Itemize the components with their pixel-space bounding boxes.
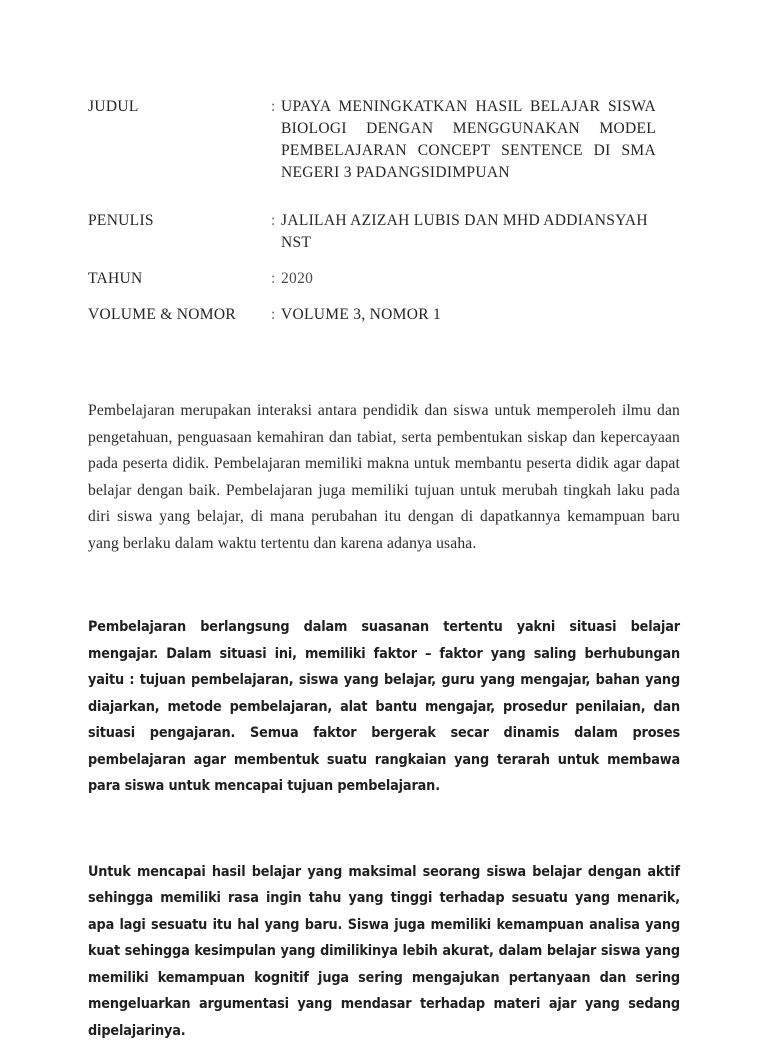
paragraph-spacer-1 <box>88 558 680 614</box>
metadata-colon-judul: : <box>271 98 276 115</box>
body-paragraph-3: Untuk mencapai hasil belajar yang maksimal seorang siswa belajar dengan aktif sehingga memiliki rasa ingin tahu yang tinggi terhadap sesuatu yang menarik, apa lagi sesuatu itu hal yang baru. Siswa juga memiliki kemampuan analisa yang kuat sehingga kesimpulan yang dimilikinya lebih akurat, dalam belajar siswa yang memiliki kemampuan kognitif juga sering mengajukan pertanyaan dan sering mengeluarkan argumentasi yang mendasar terhadap materi ajar yang sedang dipelajarinya. <box>88 863 680 1039</box>
metadata-row-judul <box>88 96 656 184</box>
metadata-label-penulis: PENULIS <box>88 212 154 229</box>
metadata-colon-tahun: : <box>271 270 276 287</box>
body-paragraph-1: Pembelajaran merupakan interaksi antara pendidik dan siswa untuk memperoleh ilmu dan pengetahuan, penguasaan kemahiran dan tabiat, serta pembentukan siskap dan kepercayaan pada peserta didik. Pembelajaran memiliki makna untuk membantu peserta didik agar dapat belajar dengan baik. Pembelajaran juga memiliki tujuan untuk merubah tingkah laku pada diri siswa yang belajar, di mana perubahan itu dengan di dapatkannya kemampuan baru yang berlaku dalam waktu tertentu dan karena adanya usaha. <box>88 402 680 552</box>
metadata-value-penulis: JALILAH AZIZAH LUBIS DAN MHD ADDIANSYAH NST <box>281 212 648 251</box>
metadata-label-judul: JUDUL <box>88 98 139 115</box>
metadata-colon-volume-nomor: : <box>271 306 276 323</box>
metadata-value-volume-nomor: VOLUME 3, NOMOR 1 <box>281 306 442 323</box>
metadata-value-tahun: 2020 <box>281 270 314 287</box>
metadata-label-volume-nomor: VOLUME & NOMOR <box>88 306 237 323</box>
metadata-row-tahun <box>88 268 656 290</box>
metadata-colon-penulis: : <box>271 212 276 229</box>
metadata-label-tahun: TAHUN <box>88 270 143 287</box>
paragraph-spacer-2 <box>88 801 680 859</box>
metadata-row-volume-nomor <box>88 304 656 326</box>
body-paragraph-2: Pembelajaran berlangsung dalam suasanan tertentu yakni situasi belajar mengajar. Dalam situasi ini, memiliki faktor – faktor yang saling berhubungan yaitu : tujuan pembelajaran, siswa yang belajar, guru yang mengajar, bahan yang diajarkan, metode pembelajaran, alat bantu mengajar, prosedur penilaian, dan situasi pengajaran. Semua faktor bergerak secar dinamis dalam proses pembelajaran agar membentuk suatu rangkaian yang terarah untuk membawa para siswa untuk mencapai tujuan pembelajaran. <box>88 619 680 794</box>
metadata-block <box>88 96 656 340</box>
metadata-value-judul: UPAYA MENINGKATKAN HASIL BELAJAR SISWA BIOLOGI DENGAN MENGGUNAKAN MODEL PEMBELAJARAN CONCEPT SENTENCE DI SMA NEGERI 3 PADANGSIDIMPUAN <box>281 98 656 181</box>
metadata-row-penulis <box>88 210 656 254</box>
body-text-block <box>88 398 680 1045</box>
